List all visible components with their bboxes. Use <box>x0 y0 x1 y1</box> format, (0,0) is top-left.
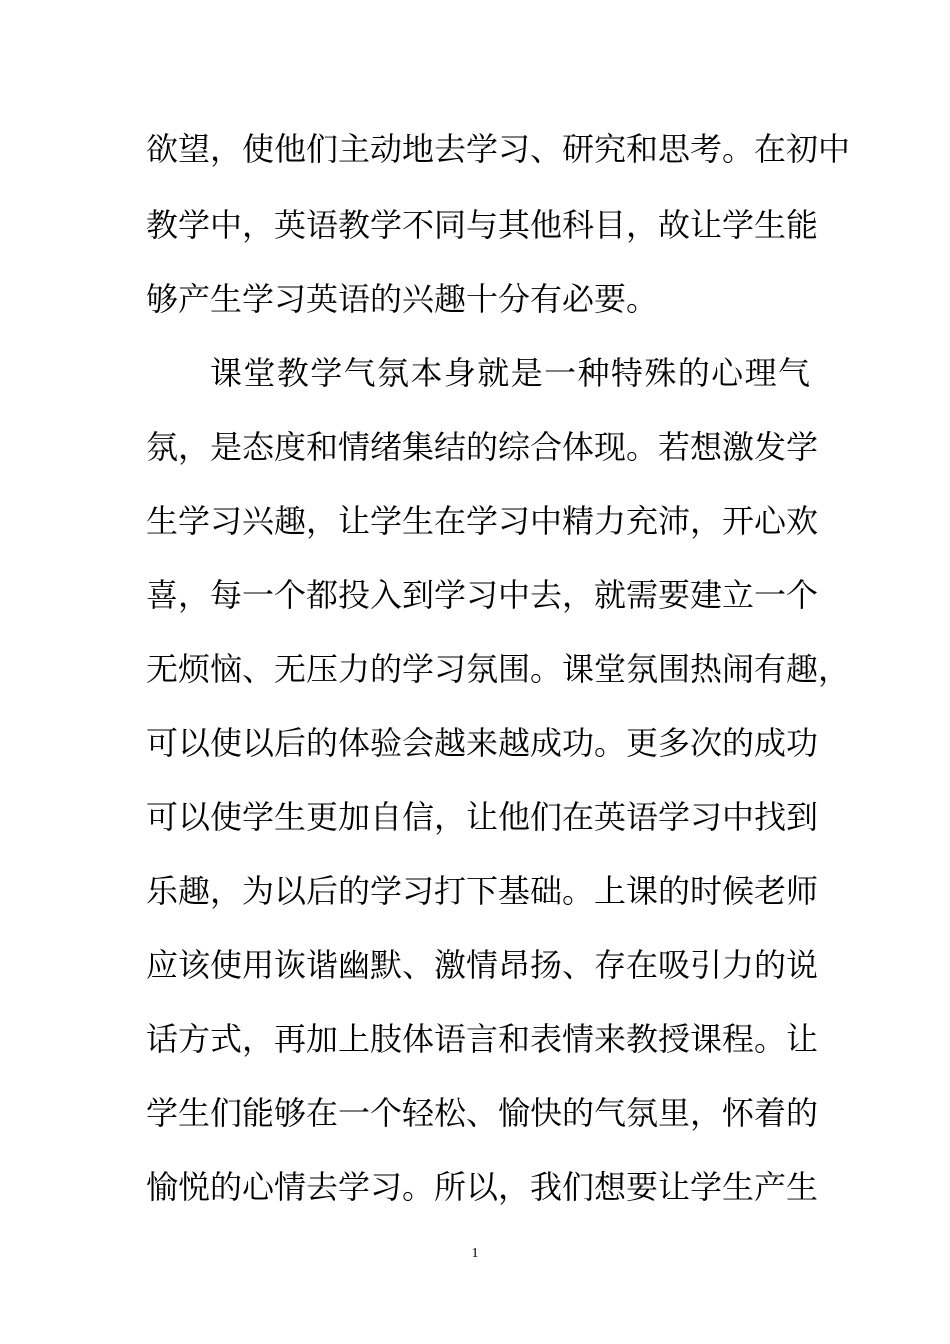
page-number: 1 <box>471 1246 479 1261</box>
text-line-11: 乐趣，为以后的学习打下基础。上课的时候老师 <box>146 872 819 910</box>
text-line-12: 应该使用诙谐幽默、激情昂扬、存在吸引力的说 <box>146 946 819 984</box>
text-line-4: 课堂教学气氛本身就是一种特殊的心理气 <box>210 354 810 392</box>
text-line-14: 学生们能够在一个轻松、愉快的气氛里，怀着的 <box>146 1094 819 1132</box>
text-line-3: 够产生学习英语的兴趣十分有必要。 <box>146 280 659 318</box>
text-line-1: 欲望，使他们主动地去学习、研究和思考。在初中 <box>146 130 851 168</box>
text-line-9: 可以使以后的体验会越来越成功。更多次的成功 <box>146 724 819 762</box>
text-line-7: 喜，每一个都投入到学习中去，就需要建立一个 <box>146 576 819 614</box>
text-line-10: 可以使学生更加自信，让他们在英语学习中找到 <box>146 798 819 836</box>
text-line-13: 话方式，再加上肢体语言和表情来教授课程。让 <box>146 1020 819 1058</box>
text-line-8: 无烦恼、无压力的学习氛围。课堂氛围热闹有趣， <box>146 650 851 688</box>
text-line-6: 生学习兴趣，让学生在学习中精力充沛，开心欢 <box>146 502 819 540</box>
text-line-15: 愉悦的心情去学习。所以，我们想要让学生产生 <box>146 1168 819 1206</box>
text-line-5: 氛，是态度和情绪集结的综合体现。若想激发学 <box>146 428 819 466</box>
text-line-2: 教学中，英语教学不同与其他科目，故让学生能 <box>146 206 819 244</box>
